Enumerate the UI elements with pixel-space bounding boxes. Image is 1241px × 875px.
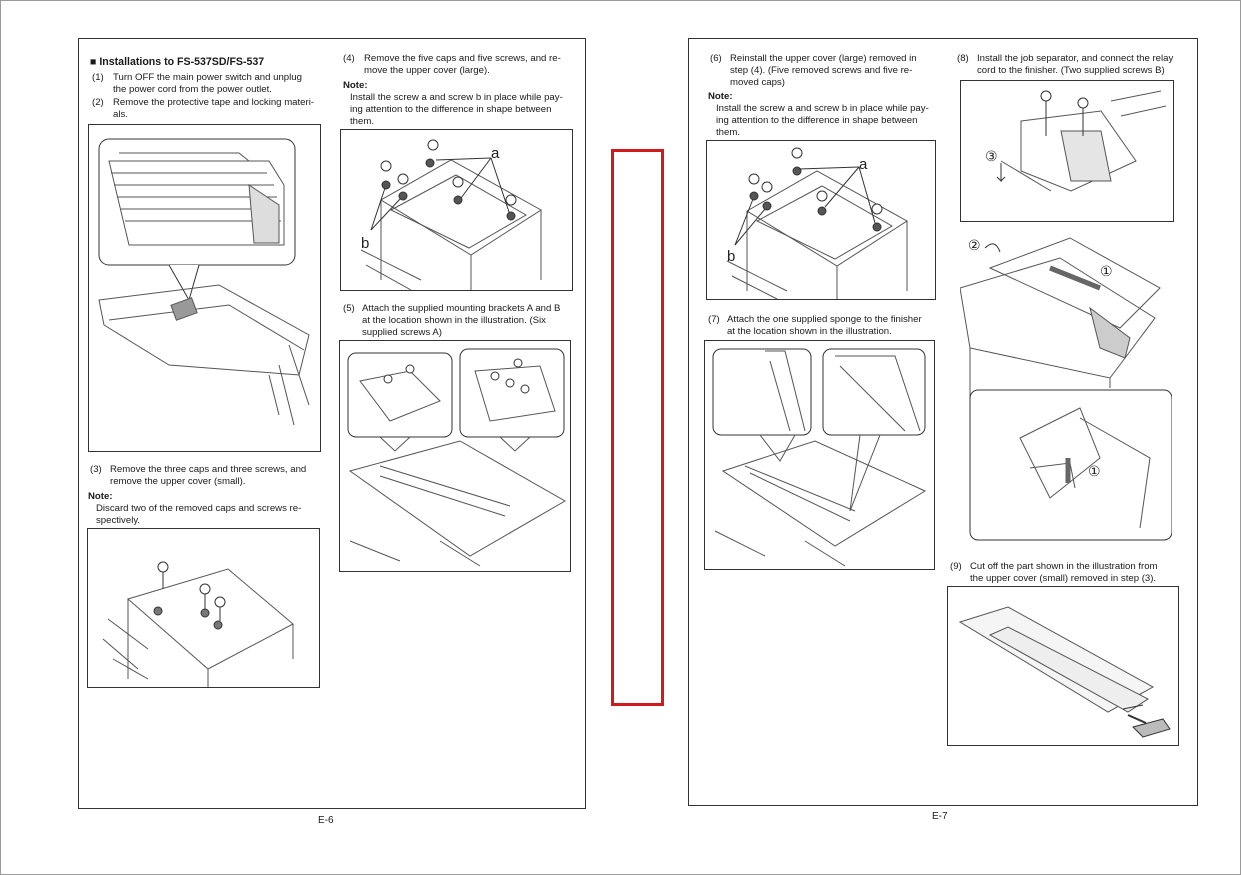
step-4-note-label: Note: xyxy=(343,80,368,91)
label-screw-b-right: b xyxy=(727,248,736,265)
step-3-note: Discard two of the removed caps and screws re- spectively. xyxy=(96,503,302,526)
step-2-number: (2) xyxy=(92,97,104,108)
step-1-text: Turn OFF the main power switch and unplug the power cord from the power outlet. xyxy=(113,72,302,95)
step-6-text: Reinstall the upper cover (large) removed in step (4). (Five removed screws and five re- moved caps) xyxy=(730,53,917,88)
step-5-number: (5) xyxy=(343,303,355,314)
step-6-number: (6) xyxy=(710,53,722,64)
figure-reinstall-upper-cover xyxy=(706,140,936,300)
figure-mounting-brackets xyxy=(339,340,571,572)
callout-3-top: ③ xyxy=(985,149,998,165)
figure-remove-upper-cover-small xyxy=(87,528,320,688)
figure-job-separator-install xyxy=(960,228,1172,550)
page-number-right: E-7 xyxy=(932,811,948,822)
step-9-number: (9) xyxy=(950,561,962,572)
step-5-text: Attach the supplied mounting brackets A and B at the location shown in the illustration. (Six supplied screws A) xyxy=(362,303,561,338)
label-screw-b: b xyxy=(361,235,370,252)
highlight-rectangle xyxy=(611,149,664,706)
step-9-text: Cut off the part shown in the illustration from the upper cover (small) removed in step (3). xyxy=(970,561,1158,584)
step-8-text: Install the job separator, and connect the relay cord to the finisher. (Two supplied screws B) xyxy=(977,53,1174,76)
figure-attach-sponge xyxy=(704,340,935,570)
step-4-number: (4) xyxy=(343,53,355,64)
step-6-note-label: Note: xyxy=(708,91,733,102)
step-4-text: Remove the five caps and five screws, and re- move the upper cover (large). xyxy=(364,53,561,76)
step-3-text: Remove the three caps and three screws, and remove the upper cover (small). xyxy=(110,464,307,487)
callout-2: ② xyxy=(968,238,981,254)
figure-cut-upper-cover xyxy=(947,586,1179,746)
step-3-number: (3) xyxy=(90,464,102,475)
step-7-number: (7) xyxy=(708,314,720,325)
figure-protective-tape xyxy=(88,124,321,452)
step-1-number: (1) xyxy=(92,72,104,83)
callout-1-top: ① xyxy=(1100,264,1113,280)
section-heading: ■ Installations to FS-537SD/FS-537 xyxy=(90,56,265,68)
step-3-note-label: Note: xyxy=(88,491,113,502)
page-number-left: E-6 xyxy=(318,815,334,826)
step-8-number: (8) xyxy=(957,53,969,64)
step-7-text: Attach the one supplied sponge to the finisher at the location shown in the illustration. xyxy=(727,314,922,337)
step-2-text: Remove the protective tape and locking materi- als. xyxy=(113,97,315,120)
label-screw-a-right: a xyxy=(859,156,868,173)
figure-remove-upper-cover-large xyxy=(340,129,573,291)
figure-job-separator-detail xyxy=(960,80,1174,222)
label-screw-a: a xyxy=(491,145,500,162)
step-4-note: Install the screw a and screw b in place while pay- ing attention to the difference in shape between them. xyxy=(350,92,563,127)
step-6-note: Install the screw a and screw b in place while pay- ing attention to the difference in shape between them. xyxy=(716,103,929,138)
callout-1-bottom: ① xyxy=(1088,464,1101,480)
